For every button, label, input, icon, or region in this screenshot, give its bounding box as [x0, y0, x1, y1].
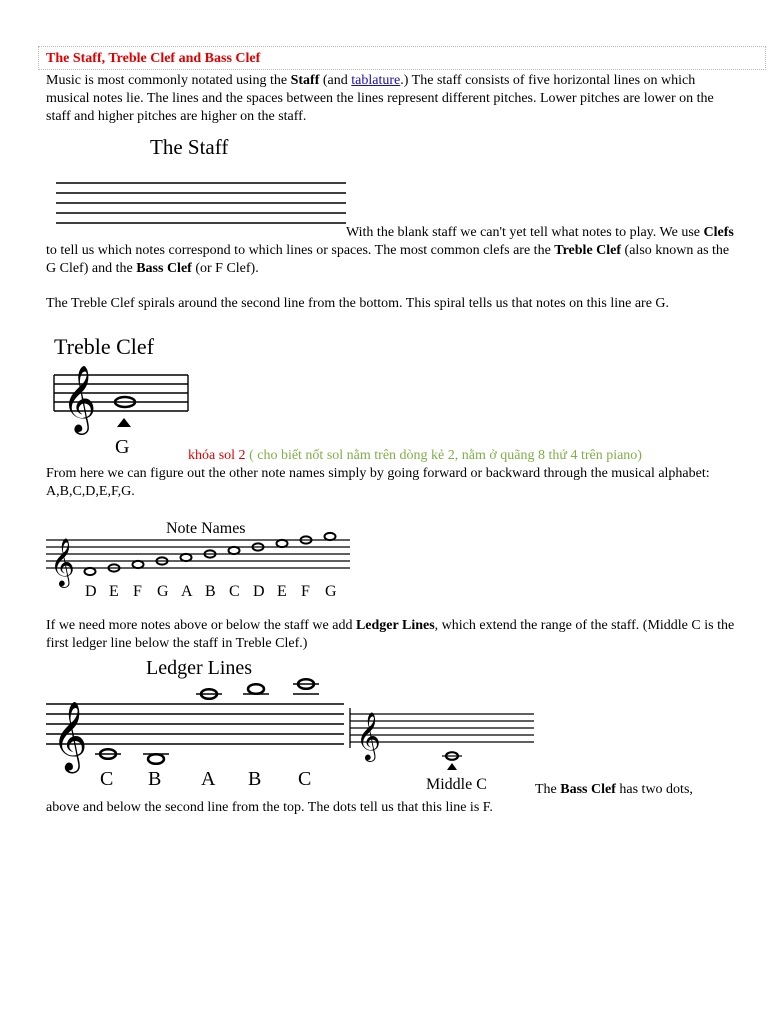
note-label: A [201, 768, 216, 790]
note-label: A [181, 583, 193, 600]
note-label: E [109, 583, 119, 600]
note-label: C [298, 768, 312, 790]
bold-ledger-lines: Ledger Lines [355, 618, 435, 633]
text: has two dots, [615, 782, 693, 797]
note-d [85, 568, 96, 575]
note-label: F [133, 583, 142, 600]
middle-c-label: Middle C [426, 776, 487, 793]
annotation-green: ( cho biết nốt sol nằm trên dòng kẻ 2, nằm ở quãng 8 thứ 4 trên piano) [249, 448, 642, 463]
note-label-g: G [115, 436, 130, 458]
treble-clef-icon: 𝄞 [356, 714, 381, 760]
note-f [133, 561, 144, 568]
bold-bass-clef: Bass Clef [136, 261, 192, 276]
staff-figure-title: The Staff [150, 135, 229, 159]
tablature-link[interactable]: tablature [351, 73, 401, 88]
text: (also known as the G Clef) and the [46, 243, 730, 276]
note-b [148, 754, 164, 764]
text: With the blank staff we can't yet tell what notes to play. We use [346, 225, 704, 240]
text: (and [319, 73, 352, 88]
text: (or F Clef). [191, 261, 259, 276]
bold-treble-clef: Treble Clef [554, 243, 622, 258]
text: The [535, 782, 561, 797]
note-label: B [148, 768, 162, 790]
note-label: F [301, 583, 310, 600]
text: .) The staff consists of five horizontal lines on which musical notes lie. The lines and the spaces between the lines represent different pitches. Lower pitches are lower on the staff and higher pitches are higher on the staff. [46, 73, 714, 124]
note-label: B [248, 768, 262, 790]
note-c [229, 547, 240, 554]
text: Music is most commonly notated using the [46, 73, 291, 88]
staff-figure [50, 130, 350, 230]
text: , which extend the range of the staff. (Middle C is the first ledger line below the staff in Treble Clef.) [46, 618, 735, 651]
note-label: D [253, 583, 265, 600]
treble-figure-title: Treble Clef [54, 334, 155, 359]
note-label: E [277, 583, 287, 600]
bold-staff: Staff [290, 73, 320, 88]
paragraph-treble-spiral: The Treble Clef spirals around the second line from the bottom. This spiral tells us that notes on this line are G. [46, 296, 670, 311]
note-a [181, 554, 192, 561]
note-label: D [85, 583, 97, 600]
paragraph-bass-start [535, 781, 755, 799]
paragraph-musical-alphabet: From here we can figure out the other note names simply by going forward or backward through the musical alphabet: A,B,C,D,E,F,G. [46, 466, 710, 499]
annotation-vietnamese [188, 447, 748, 465]
note-label: C [229, 583, 240, 600]
page-title: The Staff, Treble Clef and Bass Clef [46, 51, 261, 66]
text: to tell us which notes correspond to which lines or spaces. The most common clefs are the [46, 243, 555, 258]
arrow-up-icon [117, 418, 131, 427]
paragraph-ledger [46, 617, 736, 653]
note-g [325, 533, 336, 540]
paragraph-bass-rest [46, 799, 736, 817]
annotation-red: khóa sol 2 [188, 448, 250, 463]
note-label: G [325, 583, 337, 600]
treble-clef-icon: 𝄞 [50, 540, 75, 586]
bold-bass-clef: Bass Clef [560, 782, 616, 797]
arrow-up-icon [447, 763, 457, 770]
note-label: B [205, 583, 216, 600]
paragraph-staff-intro [46, 72, 736, 126]
note-names-figure [44, 516, 354, 606]
ledger-lines-figure [44, 654, 350, 792]
paragraph-clefs [46, 224, 736, 278]
bold-clefs: Clefs [703, 225, 734, 240]
text: above and below the second line from the top. The dots tell us that this line is F. [46, 800, 493, 815]
note-label: C [100, 768, 114, 790]
note-e [277, 540, 288, 547]
note-label: G [157, 583, 169, 600]
ledger-figure-title: Ledger Lines [146, 657, 253, 679]
note-b [248, 684, 264, 694]
treble-clef-icon: 𝄞 [52, 703, 88, 769]
middle-c-figure [348, 700, 538, 796]
treble-clef-icon: 𝄞 [62, 366, 97, 431]
note-names-title: Note Names [166, 520, 246, 537]
treble-clef-figure [52, 332, 192, 458]
text: If we need more notes above or below the staff we add [46, 618, 356, 633]
